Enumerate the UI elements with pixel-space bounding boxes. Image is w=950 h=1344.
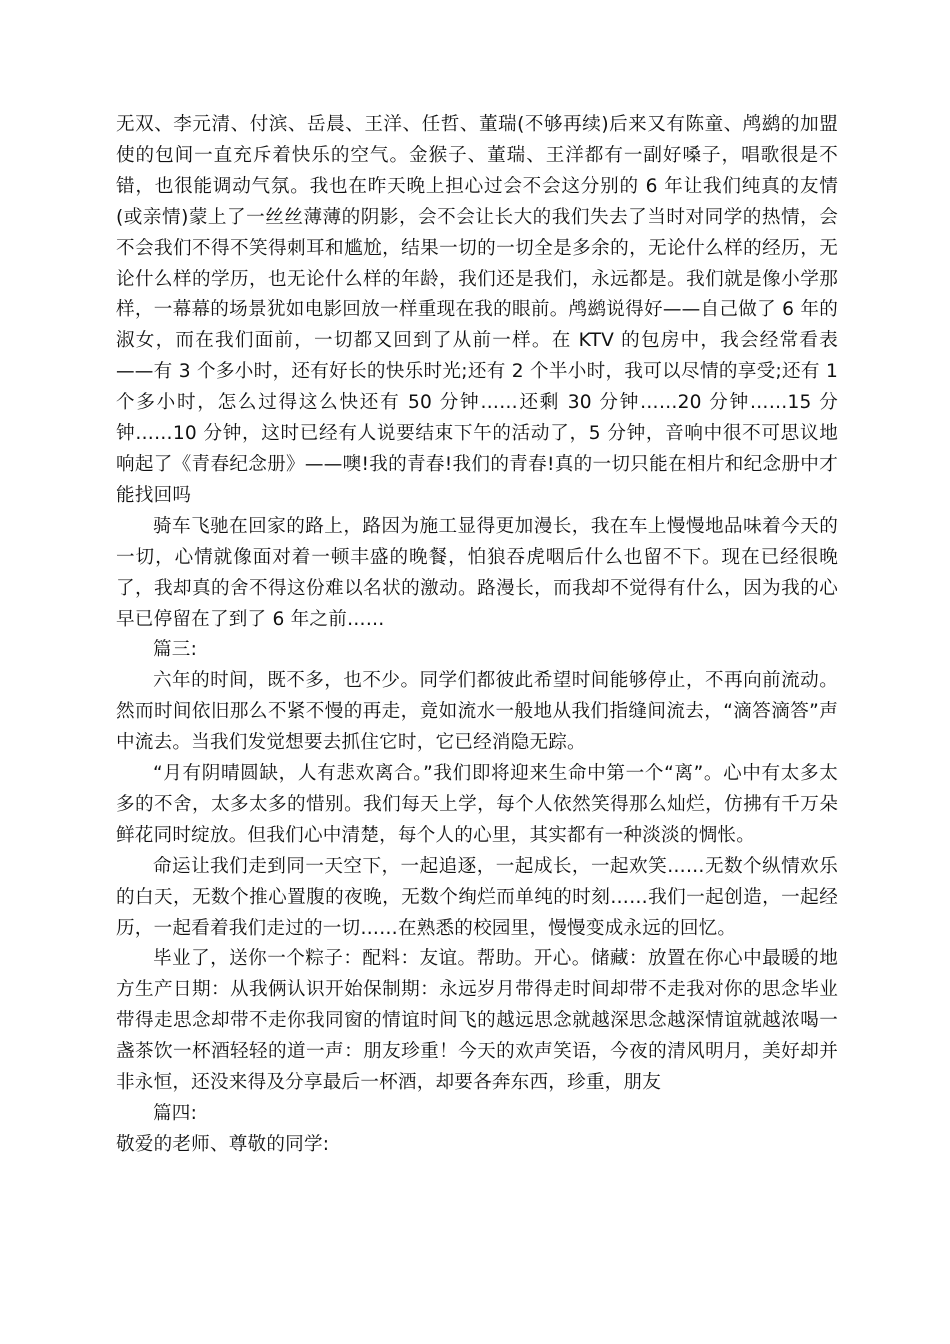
salutation-line: 敬爱的老师、尊敬的同学:: [116, 1133, 330, 1155]
paragraph-ride-home: 骑车飞驰在回家的路上，路因为施工显得更加漫长，我在车上慢慢地品味着今天的一切，心情就像面对着一顿丰盛的晚餐，怕狼吞虎咽后什么也留不下。现在已经很晚了，我却真的舍不得这份难以名状的激动。路漫长，而我却不觉得有什么，因为我的心早已停留在了到了 6 年之前……: [116, 515, 838, 630]
paragraph-graduation-zongzi: 毕业了，送你一个粽子：配料：友谊。帮助。开心。储藏：放置在你心中最暖的地方生产日期：从我俩认识开始保制期：永远岁月带得走时间却带不走我对你的思念毕业带得走思念却带不走你我同窗的情谊时间飞的越远思念就越深思念越深情谊就越浓喝一盏茶饮一杯酒轻轻的道一声：朋友珍重！今天的欢声笑语，今夜的清风明月，美好却并非永恒，还没来得及分享最后一杯酒，却要各奔东西，珍重，朋友: [116, 948, 838, 1094]
section-heading-part-three: 篇三:: [153, 639, 198, 661]
paragraph-fate: 命运让我们走到同一天空下，一起追逐，一起成长，一起欢笑……无数个纵情欢乐的白天，无数个推心置腹的夜晚，无数个绚烂而单纯的时刻……我们一起创造，一起经历，一起看着我们走过的一切……在熟悉的校园里，慢慢变成永远的回忆。: [116, 855, 838, 939]
section-heading-part-four: 篇四:: [153, 1103, 198, 1124]
paragraph-moon-quote: “月有阴晴圆缺，人有悲欢离合。”我们即将迎来生命中第一个“离”。心中有太多太多的不舍，太多太多的惜别。我们每天上学，每个人依然笑得那么灿烂，仿拂有千万朵鲜花同时绽放。但我们心中清楚，每个人的心里，其实都有一种淡淡的惆怅。: [116, 763, 838, 846]
paragraph-ktv-reunion: 无双、李元清、付滨、岳晨、王洋、任哲、董瑞(不够再续)后来又有陈童、鸬鹚的加盟使的包间一直充斥着快乐的空气。金猴子、董瑞、王洋都有一副好嗓子，唱歌很是不错，也很能调动气氛。我也在昨天晚上担心过会不会这分别的 6 年让我们纯真的友情(或亲情)蒙上了一丝丝薄薄的阴影，会不会让长大的我们失去了当时对同学的热情，会不会我们不得不笑得刺耳和尴尬，结果一切的一切全是多余的，无论什么样的经历，无论什么样的学历，也无论什么样的年龄，我们还是我们，永远都是。我们就是像小学那样，一幕幕的场景犹如电影回放一样重现在我的眼前。鸬鹚说得好——自己做了 6 年的淑女，而在我们面前，一切都又回到了从前一样。在 KTV 的包房中，我会经常看表——有 3 个多小时，还有好长的快乐时光;还有 2 个半小时，我可以尽情的享受;还有 1 个多小时，怎么过得这么快还有 50 分钟……还剩 30 分钟……20 分钟……15 分钟……10 分钟，这时已经有人说要结束下午的活动了，5 分钟，音响中很不可思议地响起了《青春纪念册》——噢!我的青春!我们的青春!真的一切只能在相片和纪念册中才能找回吗: [116, 114, 838, 506]
document-body: [116, 110, 838, 1161]
paragraph-six-years: 六年的时间，既不多，也不少。同学们都彼此希望时间能够停止，不再向前流动。然而时间依旧那么不紧不慢的再走，竟如流水一般地从我们指缝间流去，“滴答滴答”声中流去。当我们发觉想要去抓住它时，它已经消隐无踪。: [116, 670, 838, 754]
